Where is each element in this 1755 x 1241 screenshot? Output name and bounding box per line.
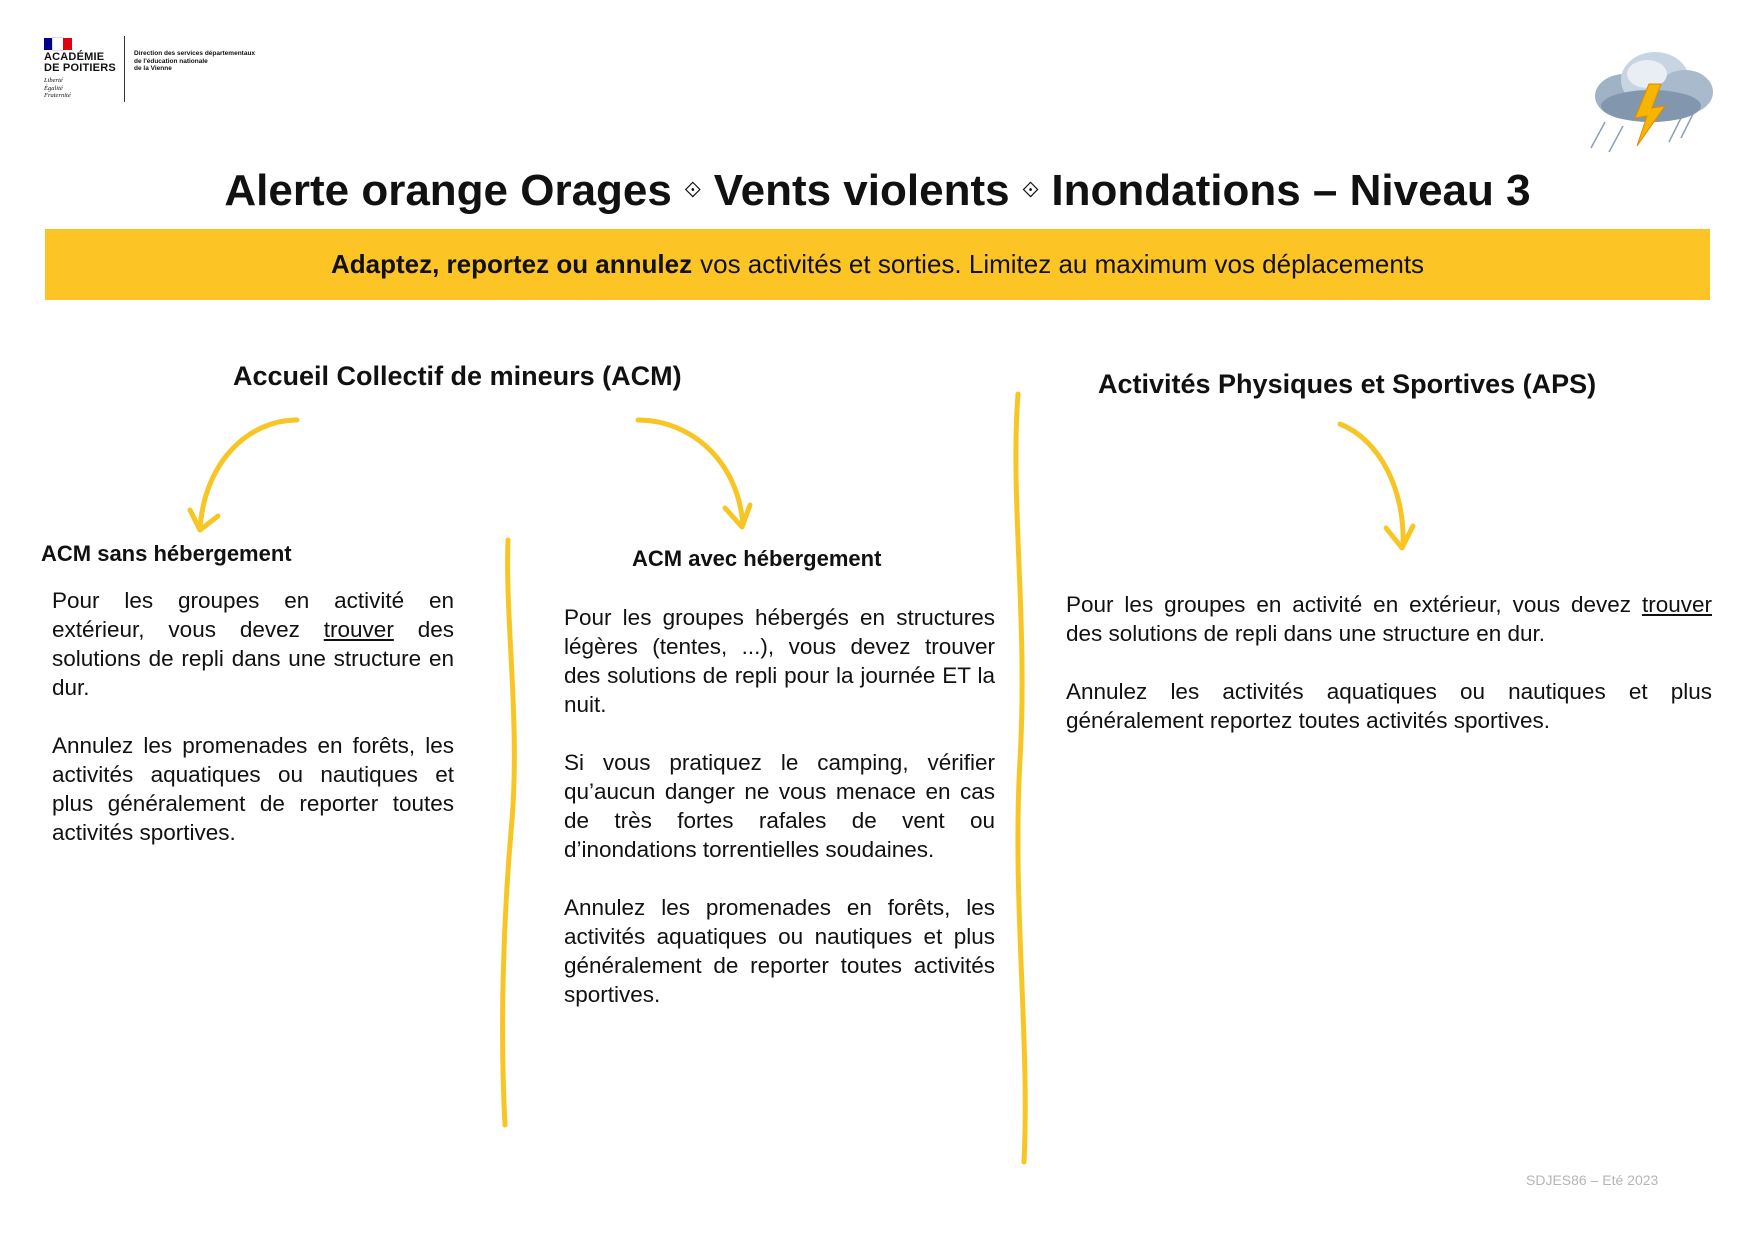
arrow-aps	[1340, 424, 1403, 545]
arrow-acm-avec	[638, 420, 743, 525]
page-title: Alerte orange Orages ⟐ Vents violents ⟐ Inondations – Niveau 3	[224, 166, 1531, 215]
acm-avec-paragraph-3: Annulez les promenades en forêts, les activités aquatiques ou nautiques et plus généralement de reporter toutes activités sportives.	[564, 895, 995, 1007]
divider-left	[503, 540, 515, 1125]
acm-avec-heading: ACM avec hébergement	[632, 546, 882, 571]
acm-avec-paragraph-1: Pour les groupes hébergés en structures légères (tentes, ...), vous devez trouver des solutions de repli pour la journée ET la nuit.	[564, 605, 995, 717]
aps-content	[1066, 590, 1712, 735]
storm-cloud-lightning-icon	[1585, 44, 1717, 156]
flag-icon	[44, 38, 72, 50]
logo-separator	[124, 36, 125, 102]
banner-bold: Adaptez, reportez ou annulez	[330, 249, 693, 279]
acm-heading: Accueil Collectif de mineurs (ACM)	[233, 361, 682, 391]
arrow-acm-sans	[200, 420, 297, 528]
acm-avec-paragraph-2: Si vous pratiquez le camping, vérifier qu’aucun danger ne vous menace en cas de très fortes rafales de vent ou d’inondations torrentielles soudaines.	[564, 750, 995, 862]
trouver-underlined: trouver	[323, 617, 394, 642]
logo-name: ACADÉMIE DE POITIERS	[44, 51, 116, 74]
trouver-underlined: trouver	[1641, 592, 1712, 617]
logo-direction: Direction des services départementaux de l'éducation nationale de la Vienne	[134, 50, 256, 72]
advice-banner	[45, 229, 1710, 300]
diamond-separator-icon: ⟐	[684, 177, 702, 203]
banner-text: vos activités et sorties. Limitez au maximum vos déplacements	[700, 249, 1425, 279]
diamond-separator-icon: ⟐	[1021, 177, 1040, 203]
acm-sans-content	[52, 586, 454, 847]
aps-paragraph-1: Pour les groupes en activité en extérieur, vous devez trouver des solutions de repli dans une structure en dur.	[1066, 592, 1712, 646]
aps-paragraph-2: Annulez les activités aquatiques ou nautiques et plus généralement reportez toutes activités sportives.	[1066, 679, 1712, 733]
footer-note: SDJES86 – Eté 2023	[1526, 1172, 1659, 1188]
logo-motto: Liberté Égalité Fraternité	[44, 77, 71, 99]
academie-logo	[42, 36, 272, 102]
aps-heading: Activités Physiques et Sportives (APS)	[1098, 369, 1597, 399]
divider-right	[1016, 394, 1025, 1162]
acm-avec-content	[564, 603, 995, 1009]
acm-sans-heading: ACM sans hébergement	[41, 541, 292, 566]
acm-sans-paragraph-1: Pour les groupes en activité en extérieur, vous devez trouver des solutions de repli dans une structure en dur.	[52, 588, 454, 700]
acm-sans-paragraph-2: Annulez les promenades en forêts, les activités aquatiques ou nautiques et plus généralement de reporter toutes activités sportives.	[52, 733, 454, 845]
